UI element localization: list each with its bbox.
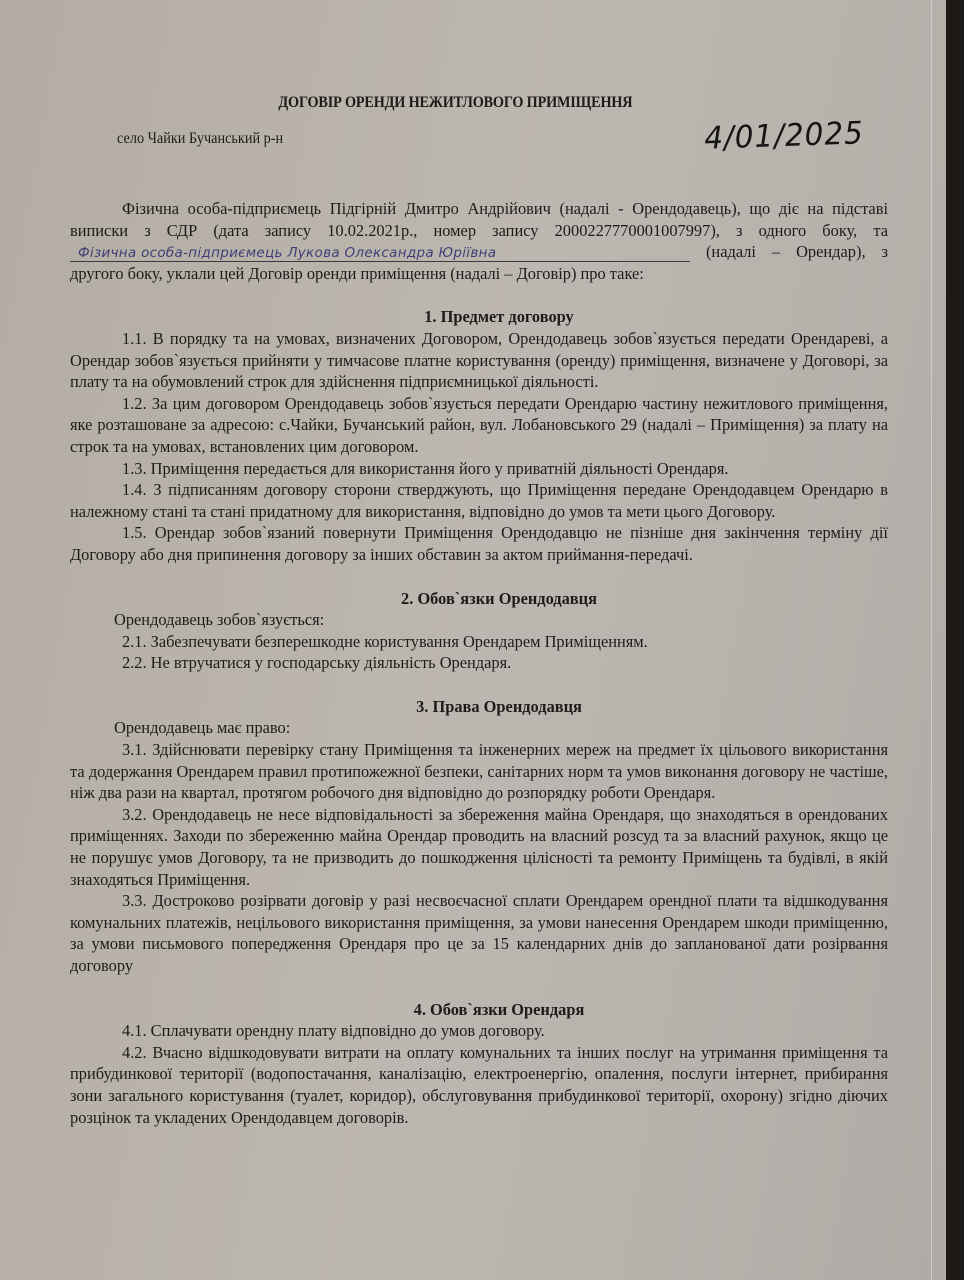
clause: 2.1. Забезпечувати безперешкодне користування Орендарем Приміщенням.: [122, 631, 648, 651]
section-heading: 4. Обов`язки Орендаря: [413, 999, 585, 1019]
intro-text-part1: Фізична особа-підприємець Підгірній Дмитро Андрійович (надалі - Орендодавець), що діє на підставі виписки з СДР (дата запису 10.02.2021р., номер запису 2000227770001007997), з одного боку, та: [70, 199, 888, 240]
clause: 4.1. Сплачувати орендну плату відповідно до умов договору.: [122, 1021, 545, 1041]
section-heading: 1. Предмет договору: [424, 307, 574, 327]
clause: 3.1. Здійснювати перевірку стану Приміщення та інженерних мереж на предмет їх цільового використання та додержання Орендарем правил протипожежної безпеки, санітарних норм та умов виконання договору не частіше, ніж два рази на квартал, протягом робочого дня відповідно до розпорядку роботи Орендаря.: [70, 740, 888, 803]
document-place: село Чайки Бучанський р-н: [117, 130, 284, 147]
handwritten-tenant-name: Фізична особа-підприємець Лукова Олександра Юріївна: [70, 245, 690, 262]
handwritten-date: 4/01/2025: [703, 115, 865, 157]
clause: 1.2. За цим договором Орендодавець зобов`язується передати Орендарю частину нежитлового приміщення, яке розташоване за адресою: с.Чайки, Бучанський район, вул. Лобановського 29 (надалі – Приміщення) за плату на строк та на умовах, встановлених цим договором.: [70, 393, 888, 456]
clause: 3.2. Орендодавець не несе відповідальності за збереження майна Орендаря, що знаходяться в орендованих приміщеннях. Заходи по збереженню майна Орендар проводить на власний розсуд та за власний рахунок, якщо це не порушує умов Договору, та не призводить до пошкодження цілісності та ремонту Приміщень та будівлі, в якій знаходяться Приміщення.: [70, 804, 888, 889]
section-lead: Орендодавець має право:: [114, 718, 291, 738]
clause: 1.1. В порядку та на умовах, визначених Договором, Орендодавець зобов`язується передати Орендареві, а Орендар зобов`язується прийняти у тимчасове платне користування (оренду) приміщення, визначене у Договорі, за плату та на обумовлений строк для здійснення підприємницької діяльності.: [70, 328, 888, 392]
section-lead: Орендодавець зобов`язується:: [114, 610, 325, 630]
intro-text-part2: (надалі – Орендар), з другого боку, уклали цей Договір оренди приміщення (надалі – Договір) про таке:: [70, 242, 888, 283]
section-heading: 2. Обов`язки Орендодавця: [401, 588, 597, 608]
section-heading: 3. Права Орендодавця: [416, 696, 582, 716]
document-body: [70, 198, 888, 1128]
clause: 1.4. З підписанням договору сторони стверджують, що Приміщення передане Орендодавцем Орендарю в належному стані та стані придатному для використання, відповідно до умов та мети цього Договору.: [70, 480, 888, 521]
clause: 1.3. Приміщення передається для використання його у приватній діяльності Орендаря.: [122, 458, 729, 478]
document-title: ДОГОВІР ОРЕНДИ НЕЖИТЛОВОГО ПРИМІЩЕННЯ: [278, 94, 633, 111]
clause: 3.3. Достроково розірвати договір у разі несвоєчасної сплати Орендарем орендної плати та відшкодування комунальних платежів, нецільового використання приміщення, за умови нанесення Орендарем шкоди приміщенню, за умови письмового попередження Орендаря про це за 15 календарних днів до запланованої дати розірвання договору: [70, 891, 888, 975]
intro-paragraph: [70, 198, 888, 284]
clause: 1.5. Орендар зобов`язаний повернути Приміщення Орендодавцю не пізніше дня закінчення терміну дії Договору або дня припинення договору за інших обставин за актом приймання-передачі.: [70, 523, 888, 564]
clause: 2.2. Не втручатися у господарську діяльність Орендаря.: [122, 653, 512, 673]
clause: 4.2. Вчасно відшкодовувати витрати на оплату комунальних та інших послуг на утримання приміщення та прибудинкової території (водопостачання, каналізацію, електроенергію, опалення, послуги інтернет, прибирання зони загального користування (туалет, коридор), обслуговування прибудинкової території, охорону) згідно діючих розцінок та укладених Орендодавцем договорів.: [70, 1042, 888, 1127]
